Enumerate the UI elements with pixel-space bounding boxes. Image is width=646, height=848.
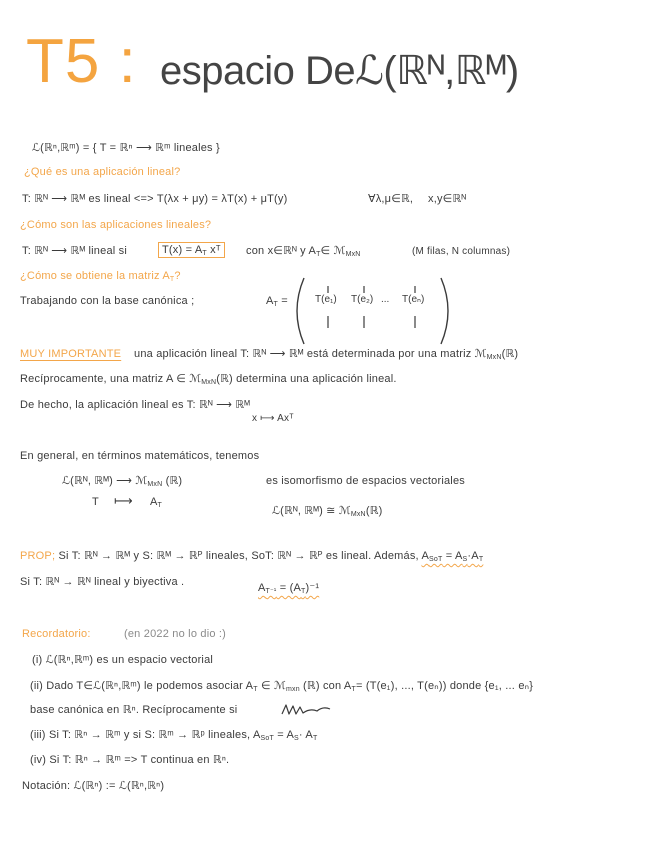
important-text-a: una aplicación lineal T: ℝᴺ ⟶ ℝᴹ está determinada por una matriz ℳ	[134, 348, 487, 360]
subscript: MxN	[350, 511, 366, 518]
subscript: T	[273, 301, 279, 308]
reminder-item-ii	[30, 679, 533, 693]
linear-form-post-a: con x∈ℝᴺ y A	[246, 245, 317, 257]
prop-line	[20, 549, 483, 563]
important-text-b: (ℝ)	[501, 348, 519, 360]
reminder-item-iv	[30, 753, 229, 767]
subscript: T	[351, 686, 356, 693]
item-number: (ii)	[30, 680, 44, 692]
question-how-matrix	[20, 269, 181, 283]
reciprocal-a: Recíprocamente, una matriz A ∈ ℳ	[20, 373, 202, 385]
formula-part: ·A	[467, 550, 479, 562]
item-text-b: ∈ ℳ	[257, 680, 286, 692]
subscript: MxN	[201, 379, 217, 386]
title-space: ℒ(ℝᴺ,ℝᴹ)	[355, 49, 519, 93]
subscript: T	[312, 735, 318, 742]
item-text-a: Dado T∈ℒ(ℝⁿ,ℝᵐ) le podemos asociar A	[46, 680, 254, 692]
title-text-words: espacio De	[160, 49, 356, 93]
subscript: T	[253, 686, 258, 693]
notation-line: Notación: ℒ(ℝⁿ) := ℒ(ℝⁿ,ℝⁿ)	[22, 780, 165, 792]
subscript: T	[202, 250, 207, 257]
matrix-lhs-eq: =	[278, 295, 288, 307]
iso-map-at	[150, 495, 162, 509]
subscript: MxN	[345, 251, 361, 258]
subscript: T	[316, 251, 321, 258]
item-text-d: = (T(e₁), ..., T(eₙ)) donde {e₁, ... eₙ}	[355, 680, 534, 692]
item-text-b: A	[252, 729, 261, 741]
boxed-formula-b: xᵀ	[206, 244, 221, 256]
subscript: SoT	[429, 556, 443, 563]
prop-label: PROP;	[20, 550, 56, 562]
reminder-label: Recordatorio:	[22, 628, 91, 640]
boxed-formula-a: T(x) = A	[162, 244, 203, 256]
subscript: MxN	[147, 481, 163, 488]
matrix-column-n: T(eₙ)	[402, 294, 425, 305]
item-text-c: = A	[273, 729, 295, 741]
matrix-brackets	[290, 276, 455, 346]
prop-inverse-formula	[258, 581, 319, 595]
iso-map-a: ℒ(ℝᴺ, ℝᴹ) ⟶ ℳ	[62, 475, 148, 487]
linear-definition-vectors: x,y∈ℝᴺ	[428, 193, 467, 205]
reciprocal-b: (ℝ) determina una aplicación lineal.	[216, 373, 397, 385]
prop-inverse-text: Si T: ℝᴺ → ℝᴺ lineal y biyectiva .	[20, 576, 185, 588]
boxed-formula	[158, 242, 225, 258]
item-text-d: · A	[298, 729, 313, 741]
reminder-item-iii	[30, 728, 317, 742]
subscript: T	[301, 588, 306, 595]
subscript: S	[294, 735, 299, 742]
important-text	[134, 347, 518, 361]
subscript: T⁻¹	[265, 588, 277, 595]
question-how-matrix-b: ?	[174, 270, 181, 282]
iso-description: es isomorfismo de espacios vectoriales	[266, 475, 465, 487]
iso-map	[62, 474, 182, 488]
subscript: T	[478, 556, 484, 563]
mapsto-arrow: ⟼	[114, 493, 133, 508]
title-text	[160, 48, 519, 94]
linear-definition: T: ℝᴺ ⟶ ℝᴹ es lineal <=> T(λx + μy) = λT(x) + μT(y)	[22, 193, 288, 205]
iso-map-at-a: A	[150, 496, 158, 508]
right-parenthesis	[441, 278, 448, 344]
matrix-column-dots: ...	[381, 294, 390, 305]
formula-part: = A	[442, 550, 463, 562]
important-label: MUY IMPORTANTE	[20, 348, 122, 360]
iso-equivalence-b: (ℝ)	[365, 505, 383, 517]
item-text: ℒ(ℝⁿ,ℝᵐ) es un espacio vectorial	[45, 654, 214, 666]
question-what-is-linear: ¿Qué es una aplicación lineal?	[24, 166, 181, 178]
item-number: (i)	[32, 654, 43, 666]
matrix-lhs-a: A	[266, 295, 274, 307]
question-how-are-linear-maps: ¿Cómo son las aplicaciones lineales?	[20, 219, 212, 231]
formula-part: A	[421, 550, 429, 562]
canonical-basis-text: Trabajando con la base canónica ;	[20, 295, 195, 307]
prop-text: Si T: ℝᴺ → ℝᴹ y S: ℝᴹ → ℝᴾ lineales, SoT: ℝᴺ → ℝᴾ es lineal. Además,	[58, 550, 419, 562]
matrix-column-2: T(e₂)	[351, 294, 374, 305]
formula-part: A	[258, 582, 266, 594]
formula-part: = (A	[276, 582, 301, 594]
matrix-column-1: T(e₁)	[315, 294, 337, 305]
subscript: SoT	[260, 735, 274, 742]
item-number: (iv)	[30, 754, 47, 766]
definition-line: ℒ(ℝⁿ,ℝᵐ) = { T = ℝⁿ ⟶ ℝᵐ lineales }	[32, 142, 220, 154]
linear-form-post-b: ∈ ℳ	[320, 245, 346, 257]
left-parenthesis	[297, 278, 304, 344]
formula-part: )⁻¹	[305, 582, 320, 594]
reminder-item-ii-continued: base canónica en ℝⁿ. Recíprocamente si	[30, 704, 238, 716]
reciprocal-line	[20, 372, 397, 386]
subscript: T	[157, 502, 163, 509]
subscript: T	[169, 276, 175, 283]
item-text: Si T: ℝⁿ → ℝᵐ => T continua en ℝⁿ.	[49, 754, 230, 766]
subscript: mxn	[285, 686, 300, 693]
iso-equivalence-a: ℒ(ℝᴺ, ℝᴹ) ≅ ℳ	[272, 505, 351, 517]
prop-composition-formula	[421, 550, 483, 562]
reminder-note: (en 2022 no lo dio :)	[124, 628, 227, 640]
title-number: T5 :	[26, 27, 137, 96]
matrix-lhs	[266, 294, 288, 308]
item-number: (iii)	[30, 729, 46, 741]
item-text-c: (ℝ) con A	[299, 680, 352, 692]
de-hecho-map: x ⟼ Axᵀ	[252, 413, 294, 424]
iso-map-b: (ℝ)	[162, 475, 183, 487]
linear-form-boxed	[156, 243, 227, 257]
iso-map-t: T	[92, 496, 99, 508]
reminder-item-i	[32, 653, 213, 667]
iso-equivalence	[272, 504, 382, 518]
inverse-formula	[258, 582, 319, 594]
subscript: S	[462, 556, 468, 563]
scribble-mark	[280, 702, 332, 718]
linear-definition-scalars: ∀λ,μ∈ℝ,	[368, 193, 414, 205]
general-line: En general, en términos matemáticos, tenemos	[20, 450, 260, 462]
question-how-matrix-a: ¿Cómo se obtiene la matriz A	[20, 270, 170, 282]
linear-form-pre: T: ℝᴺ ⟶ ℝᴹ lineal si	[22, 245, 128, 257]
linear-form-post	[246, 244, 361, 258]
linear-form-note: (M filas, N columnas)	[412, 246, 511, 257]
subscript: MxN	[486, 354, 502, 361]
item-text-a: Si T: ℝⁿ → ℝᵐ y si S: ℝᵐ → ℝᵖ lineales,	[48, 729, 251, 741]
de-hecho-line: De hecho, la aplicación lineal es T: ℝᴺ ⟶ ℝᴹ	[20, 399, 251, 411]
